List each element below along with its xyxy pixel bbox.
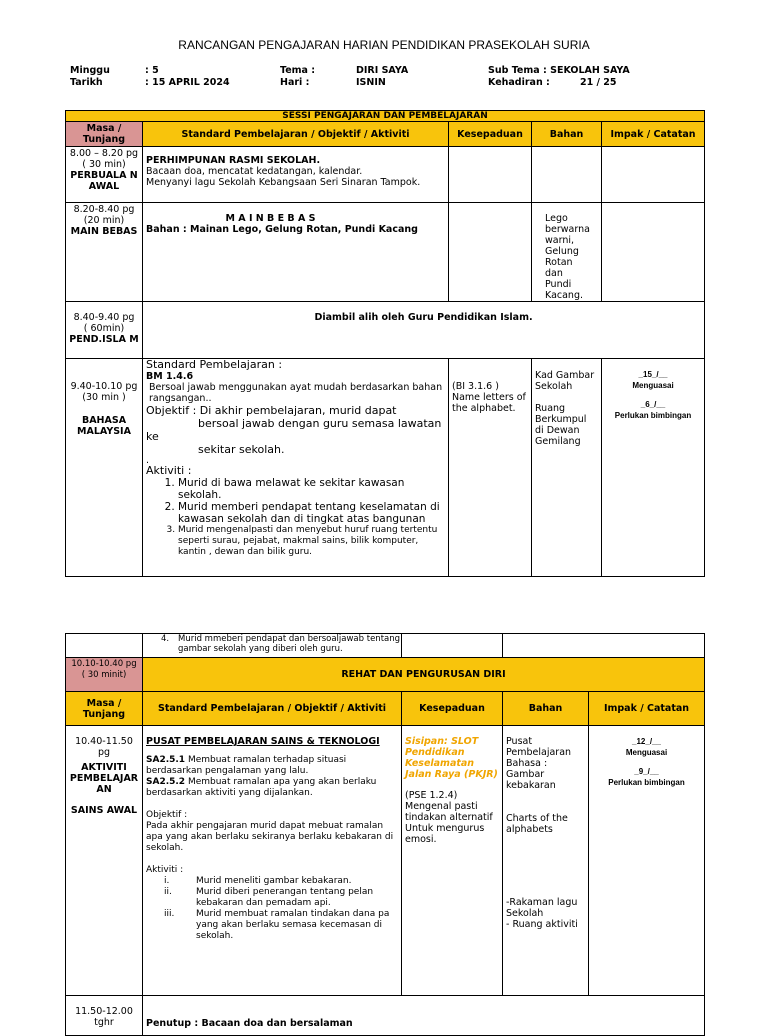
header-masa: Masa / Tunjang (66, 122, 143, 147)
impak-cell (602, 147, 705, 203)
kesepaduan-cell (449, 203, 532, 302)
subtema-value: : SEKOLAH SAYA (543, 65, 630, 76)
table-row (66, 359, 705, 577)
list-item (146, 876, 398, 887)
sa-text: Membuat ramalan apa yang akan berlaku berdasarkan aktiviti yang dijalankan. (146, 777, 377, 798)
header-kesepaduan: Kesepaduan (449, 122, 532, 147)
masa-cell (66, 302, 143, 359)
header-impak: Impak / Catatan (589, 692, 705, 726)
activity-cell (143, 359, 449, 577)
subtema-label: Sub Tema (488, 65, 540, 76)
note-cell: Diambil alih oleh Guru Pendidikan Islam. (143, 302, 705, 359)
list-item (146, 909, 398, 942)
sisipan-text: Sisipan: SLOT Pendidikan Keselamatan Jalan Raya (PKJR) (405, 736, 498, 780)
table-row (66, 658, 705, 692)
masa-cell (66, 203, 143, 302)
list-number: i. (164, 876, 170, 886)
rehat-label: REHAT DAN PENGURUSAN DIRI (143, 658, 705, 692)
activity-line: Bahan : Mainan Lego, Gelung Rotan, Pundi Kacang (146, 224, 418, 235)
objektif-text: Pada akhir pengajaran murid dapat mebuat ramalan apa yang akan berlaku sekiranya berlaku kebakaran di sekolah. (146, 821, 394, 853)
masa-cell (66, 634, 143, 658)
list-item: Murid mmeberi pendapat dan bersoaljawab tentang gambar sekolah yang diberi oleh guru. (178, 634, 401, 654)
bahan-cell (503, 634, 705, 658)
kesepaduan-text: (BI 3.1.6 ) Name letters of the alphabet. (452, 381, 526, 414)
impak-count: _12_/__ (632, 737, 661, 746)
time-label: 11.50-12.00 (75, 1006, 133, 1017)
aktiviti-label: Aktiviti : (146, 865, 184, 875)
bahan-text: - Ruang aktiviti (506, 919, 578, 930)
lesson-table-2 (65, 633, 705, 1036)
table-row (66, 302, 705, 359)
activity-line: Bacaan doa, mencatat kedatangan, kalendar. (146, 166, 363, 177)
kesepaduan-cell (449, 359, 532, 577)
list-item: 3. Murid mengenalpasti dan menyebut huruf ruang tertentu seperti surau, pejabat, makmal sains, bilik komputer, kantin , dewan dan bilik guru. (178, 525, 445, 558)
list-text: Murid diberi penerangan tentang pelan kebakaran dan pemadam api. (196, 887, 374, 908)
list-number: ii. (164, 887, 172, 897)
list-item: 2. Murid memberi pendapat tentang keselamatan di kawasan sekolah dan di tingkat atas bangunan (178, 501, 445, 525)
time-label: 10.10-10.40 pg (71, 659, 137, 669)
tema-label: Tema : (280, 65, 316, 76)
minggu-value: : 5 (145, 65, 159, 76)
bahan-cell (532, 147, 602, 203)
table-row (66, 203, 705, 302)
header-impak: Impak / Catatan (602, 122, 705, 147)
document-title: RANCANGAN PENGAJARAN HARIAN PENDIDIKAN PRASEKOLAH SURIA (178, 38, 590, 52)
header-standard: Standard Pembelajaran / Objektif / Aktiviti (143, 692, 402, 726)
table-row (66, 147, 705, 203)
bahan-cell (503, 726, 589, 996)
penutup-cell: Penutup : Bacaan doa dan bersalaman (143, 996, 705, 1036)
time-label: tghr (94, 1017, 114, 1028)
activity-cell (143, 203, 449, 302)
objektif-line: sekitar sekolah. (198, 443, 285, 456)
tarikh-value: : 15 APRIL 2024 (145, 77, 230, 88)
time-label: 10.40-11.50 pg (75, 736, 133, 758)
time-label: 8.40-9.40 pg (73, 312, 135, 323)
tunjang-label: MAIN BEBAS (70, 226, 138, 237)
time-label: 8.00 – 8.20 pg (69, 148, 139, 159)
bahan-cell (532, 203, 602, 302)
sa-code: SA2.5.1 (146, 755, 186, 765)
rehat-masa-cell (66, 658, 143, 692)
kesepaduan-cell (402, 634, 503, 658)
list-number: iii. (164, 909, 175, 919)
time-label: 8.20-8.40 pg (73, 204, 135, 215)
minggu-label: Minggu (70, 65, 110, 76)
tema-value: DIRI SAYA (356, 65, 409, 76)
duration-label: (20 min) (83, 215, 125, 226)
bahan-text: Pusat Pembelajaran Bahasa : Gambar kebakaran (506, 736, 572, 791)
list-number: 4. (161, 634, 170, 644)
bahan-text: -Rakaman lagu Sekolah (506, 897, 578, 919)
subject-label: SAINS AWAL (70, 805, 138, 816)
sp-text: Bersoal jawab menggunakan ayat mudah berdasarkan bahan rangsangan.. (149, 382, 443, 404)
list-item: 1. Murid di bawa melawat ke sekitar kawasan sekolah. (178, 477, 445, 501)
impak-count: _9_/__ (634, 767, 659, 776)
objektif-ke: ke (146, 430, 159, 443)
impak-cell (589, 726, 705, 996)
masa-cell (66, 726, 143, 996)
sa-text: Membuat ramalan terhadap situasi berdasarkan pengalaman yang lalu. (146, 755, 347, 776)
time-label: 9.40-10.10 pg (70, 381, 138, 392)
tunjang-label: PEND.ISLA M (69, 334, 139, 345)
sp-label: Standard Pembelajaran : (146, 358, 283, 371)
header-standard: Standard Pembelajaran / Objektif / Aktiviti (143, 122, 449, 147)
hari-label: Hari : (280, 77, 310, 88)
objektif-label: Objektif : Di akhir pembelajaran, murid dapat (146, 404, 397, 417)
activity-heading: M A I N B E B A S (225, 213, 316, 224)
tunjang-label: AKTIVITI PEMBELAJAR AN (69, 762, 139, 795)
bahan-cell (532, 359, 602, 577)
masa-cell (66, 359, 143, 577)
kesepaduan-cell (449, 147, 532, 203)
bahan-text: Ruang Berkumpul di Dewan Gemilang (535, 403, 587, 447)
bahan-text: Lego berwarna warni, Gelung Rotan dan Pundi Kacang. (545, 213, 590, 301)
impak-count: _15_/__ (638, 370, 668, 379)
list-text: Murid membuat ramalan tindakan dana pa yang akan berlaku semasa kecemasan di sekolah. (196, 909, 390, 941)
kehadiran-value: 21 / 25 (580, 77, 617, 88)
kesepaduan-cell (402, 726, 503, 996)
masa-cell (66, 996, 143, 1036)
tunjang-label: PERBUALA N AWAL (70, 170, 138, 192)
bahan-text: Kad Gambar Sekolah (535, 370, 595, 392)
dot-text: . (146, 455, 150, 466)
activity-line: Menyanyi lagu Sekolah Kebangsaan Seri Sinaran Tampok. (146, 177, 421, 188)
duration-label: ( 60min) (83, 323, 125, 334)
header-bahan: Bahan (503, 692, 589, 726)
hari-value: ISNIN (356, 77, 386, 88)
header-kesepaduan: Kesepaduan (402, 692, 503, 726)
kesepaduan-text: (PSE 1.2.4) Mengenal pasti tindakan alternatif Untuk mengurus emosi. (405, 790, 493, 845)
impak-count: _6_/__ (640, 400, 666, 409)
table-row (66, 726, 705, 996)
aktiviti-label: Aktiviti : (146, 464, 192, 477)
masa-cell (66, 147, 143, 203)
sp-code: BM 1.4.6 (146, 371, 194, 382)
impak-cell (602, 359, 705, 577)
objektif-line: bersoal jawab dengan guru semasa lawatan (198, 417, 442, 430)
duration-label: ( 30 min) (82, 159, 126, 170)
impak-cell (602, 203, 705, 302)
section-header: SESSI PENGAJARAN DAN PEMBELAJARAN (66, 111, 705, 122)
impak-label: Menguasai (625, 748, 668, 757)
tarikh-label: Tarikh (70, 77, 103, 88)
list-text: Murid meneliti gambar kebakaran. (196, 876, 352, 886)
duration-label: (30 min ) (82, 392, 126, 403)
duration-label: ( 30 minit) (81, 670, 127, 680)
table-row (66, 996, 705, 1036)
header-bahan: Bahan (532, 122, 602, 147)
activity-cell (143, 634, 402, 658)
table-row (66, 634, 705, 658)
lesson-table-1 (65, 110, 705, 577)
impak-label: Perlukan bimbingan (614, 411, 692, 420)
impak-label: Perlukan bimbingan (608, 778, 685, 787)
activity-heading: PERHIMPUNAN RASMI SEKOLAH. (146, 155, 321, 166)
list-item (146, 887, 398, 909)
activity-cell (143, 147, 449, 203)
header-masa: Masa / Tunjang (66, 692, 143, 726)
tunjang-label: BAHASA MALAYSIA (77, 415, 131, 437)
bahan-text: Charts of the alphabets (506, 813, 568, 835)
activity-heading: PUSAT PEMBELAJARAN SAINS & TEKNOLOGI (146, 736, 380, 747)
activity-cell (143, 726, 402, 996)
kehadiran-label: Kehadiran : (488, 77, 550, 88)
objektif-label: Objektif : (146, 810, 188, 820)
impak-label: Menguasai (632, 381, 674, 390)
sa-code: SA2.5.2 (146, 777, 186, 787)
